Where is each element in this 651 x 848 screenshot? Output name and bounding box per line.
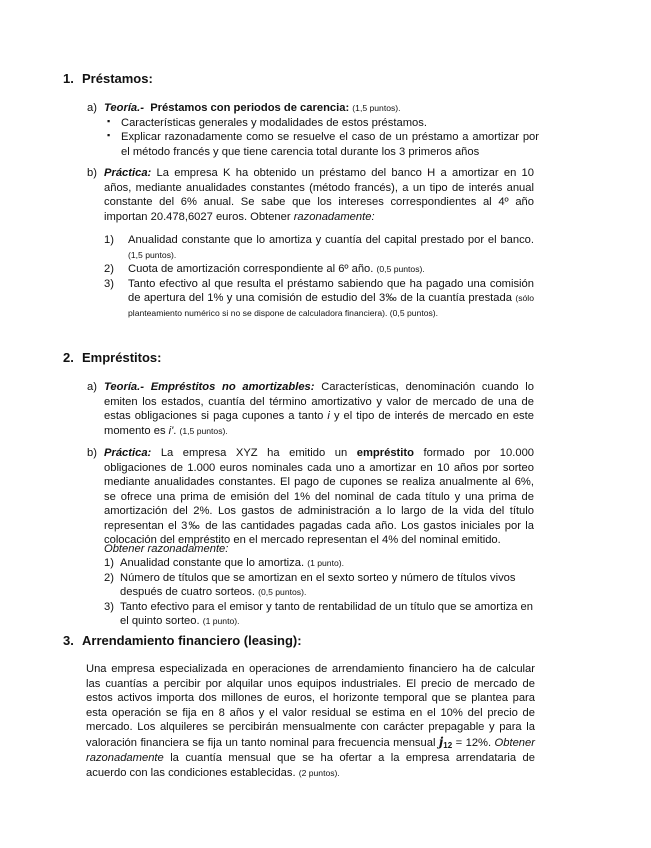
question-item: 3) Tanto efectivo para el emisor y tanto de rentabilidad de un título que se amortiza en el quinto sorteo. (1 punto).: [104, 600, 533, 628]
section-1-practice: b) Práctica: La empresa K ha obtenido un préstamo del banco H a amortizar en 10 años, mediante anualidades constantes (método francés), a un tipo de interés anual constante del 6% anual. Se sabe que los intereses correspondientes al 4º año importan 20.478,6027 euros. Obtener razonadamente:: [87, 167, 535, 223]
rate-formula: $j_{12}$: [438, 734, 453, 750]
theory-heading: Teoría.- Préstamos con periodos de carencia: (1,5 puntos).: [104, 102, 401, 114]
question-item: 2) Cuota de amortización correspondiente al 6º año. (0,5 puntos).: [104, 263, 425, 276]
question-item: 3) Tanto efectivo al que resulta el préstamo sabiendo que ha pagado una comisión de apertura del 1% y una comisión de estudio del 3‰ de la cuantía prestada (sólo planteamiento numérico si no se dispone de calculadora financiera). (0,5 puntos).: [104, 277, 534, 318]
section-3-title: 3. Arrendamiento financiero (leasing):: [63, 633, 302, 648]
bullet-item: ▪ Explicar razonadamente como se resuelve el caso de un préstamo a amortizar por el método francés y que tiene carencia total durante los 3 primeros años: [104, 130, 539, 159]
section-1-title: 1. Préstamos:: [63, 71, 153, 86]
section-2-title: 2. Empréstitos:: [63, 350, 162, 365]
section-1-theory: a) Teoría.- Préstamos con periodos de carencia: (1,5 puntos). ▪ Características generales y modalidades de estos préstamos. ▪ Explicar razonadamente como se resuelve el caso de un préstamo a amortizar por el método francés y que tiene carencia total durante los 3 primeros años: [104, 101, 539, 159]
section-1-questions: [104, 233, 534, 320]
question-item: 2) Número de títulos que se amortizan en el sexto sorteo y número de títulos vivos después de cuatro sorteos. (0,5 puntos).: [104, 571, 516, 599]
section-2-practice: b) Práctica: La empresa XYZ ha emitido un empréstito formado por 10.000 obligaciones de 1.000 euros nominales cada uno a amortizar en 10 años por sorteo mediante anualidades constantes. El pago de cupones se realiza anualmente al 6%, se ofrece una prima de emisión del 1% del nominal de cada título y una prima de amortización del 2%. Los gastos de administración a lo largo de la vida del título representan el 3‰ de las cantidades pagadas cada año. Los gastos iniciales por la colocación del empréstito en el mercado representan el 4% del nominal emitido.: [87, 447, 535, 547]
section-2-obtain: Obtener razonadamente:: [104, 543, 229, 555]
question-item: 1) Anualidad constante que lo amortiza. (1 punto).: [104, 557, 344, 569]
section-2-theory: a) Teoría.- Empréstitos no amortizables: Características, denominación cuando lo emiten los estados, cuantía del término amortizativo y valor de mercado de una de estas obligaciones si paga cupones a tanto i y el tipo de interés de mercado en este momento es i'. (1,5 puntos).: [87, 381, 535, 437]
section-3-body: Una empresa especializada en operaciones de arrendamiento financiero ha de calcular las cuantías a percibir por alquilar unos equipos industriales. El precio de mercado de estos activos importa dos millones de euros, el horizonte temporal que se plantea para esta operación se fija en 8 años y el valor residual se estima en el 10% del precio de mercado. Los alquileres se percibirán mensualmente con carácter prepagable y para la valoración financiera se fija un tanto nominal para frecuencia mensual $j_{12} = 12\%$. Obtener razonadamente la cuantía mensual que se ha ofertar a la empresa arrendataria de acuerdo con las condiciones establecidas. (2 puntos).: [86, 663, 536, 779]
question-item: 1) Anualidad constante que lo amortiza y cuantía del capital prestado por el banco. (1,5 puntos).: [104, 234, 534, 260]
bullet-item: ▪ Características generales y modalidades de estos préstamos.: [104, 116, 539, 131]
section-2-questions: [104, 556, 536, 629]
